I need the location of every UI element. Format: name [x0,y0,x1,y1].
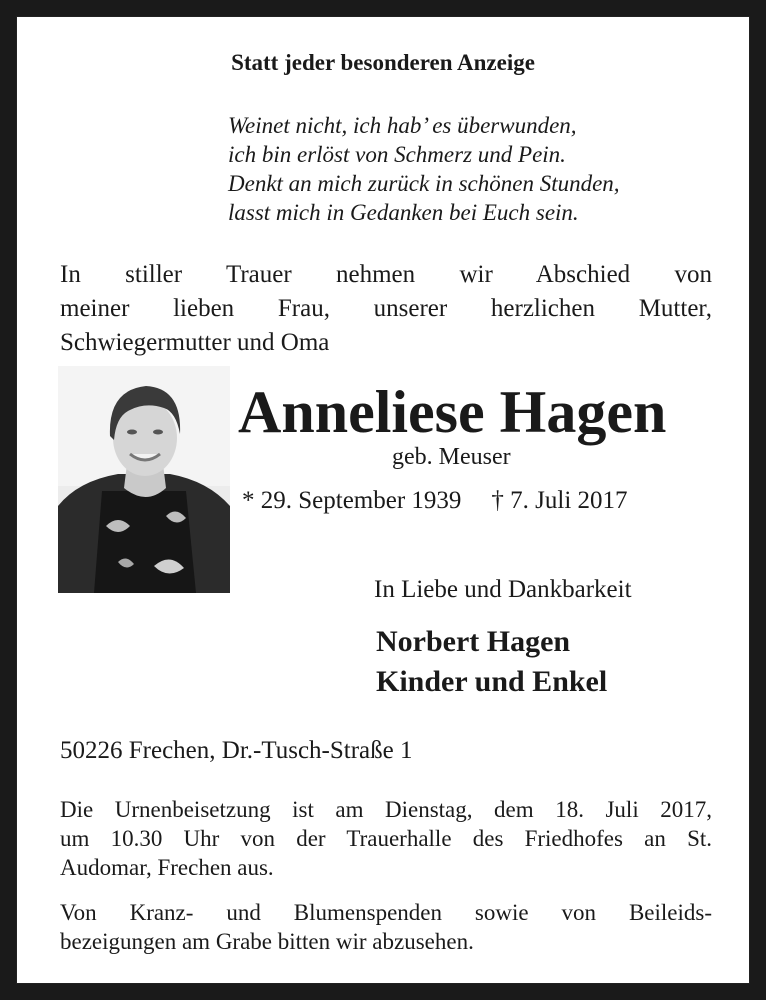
birth-date: * 29. September 1939 [242,487,462,514]
poem-line: Weinet nicht, ich hab’ es überwunden, [228,113,577,138]
flower-line: bezeigungen am Grabe bitten wir abzusehen. [60,929,474,954]
mourners [376,622,607,702]
intro-line: Schwiegermutter und Oma [60,329,330,356]
poem-line: ich bin erlöst von Schmerz und Pein. [228,142,566,167]
poem-line: Denkt an mich zurück in schönen Stunden, [228,171,620,196]
address: 50226 Frechen, Dr.-Tusch-Straße 1 [60,737,413,764]
portrait-photo [58,366,230,593]
death-date: † 7. Juli 2017 [491,487,628,514]
life-dates [242,487,628,515]
intro-line: meiner lieben Frau, unserer herzlichen Mutter, [60,295,712,322]
flower-line: Von Kranz- und Blumenspenden sowie von Beileids- [60,900,712,925]
funeral-line: um 10.30 Uhr von der Trauerhalle des Friedhofes an St. [60,826,712,851]
poem-line: lasst mich in Gedanken bei Euch sein. [228,200,579,225]
funeral-info [60,795,712,882]
notice-heading: Statt jeder besonderen Anzeige [231,50,535,75]
memorial-poem [228,111,620,227]
funeral-line: Audomar, Frechen aus. [60,855,274,880]
flower-request [60,898,712,956]
funeral-line: Die Urnenbeisetzung ist am Dienstag, dem 18. Juli 2017, [60,797,712,822]
mourner-line: Kinder und Enkel [376,665,608,698]
mourner-line: Norbert Hagen [376,625,571,658]
maiden-name: geb. Meuser [392,444,511,470]
intro-line: In stiller Trauer nehmen wir Abschied von [60,261,712,288]
closing-phrase: In Liebe und Dankbarkeit [374,576,632,603]
intro-text [60,258,712,360]
deceased-name: Anneliese Hagen [238,379,667,445]
